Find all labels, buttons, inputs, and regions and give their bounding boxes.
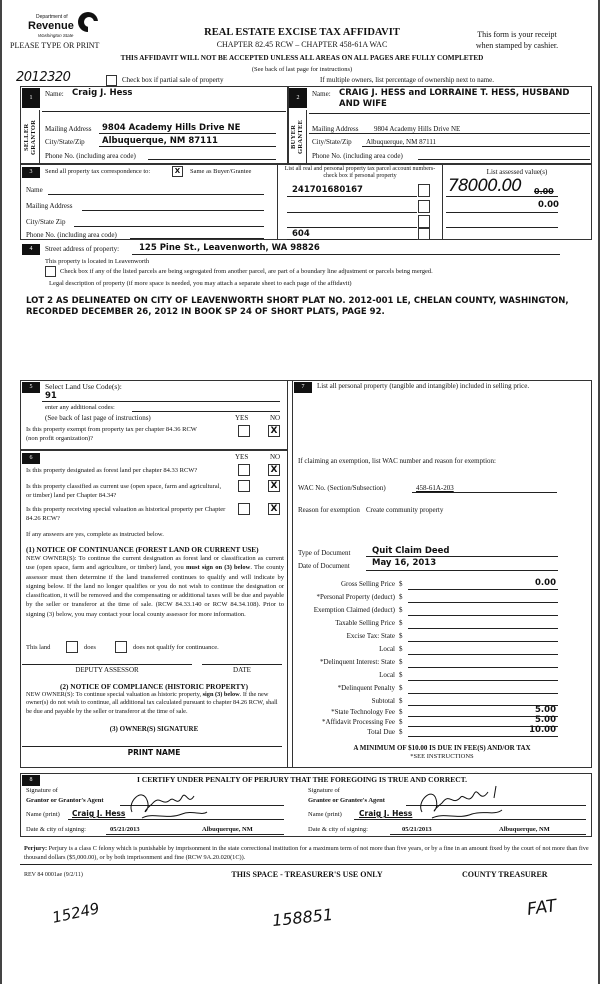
- fee-row-label: Taxable Selling Price: [335, 619, 395, 627]
- handwritten-record-number: 2012320: [16, 70, 71, 85]
- dollar-sign: $: [399, 645, 403, 653]
- personal-property-checkbox-2[interactable]: [418, 200, 430, 213]
- fee-row-label: Gross Selling Price: [340, 580, 395, 588]
- assessed-values-header: List assessed value(s): [486, 168, 548, 176]
- section-8-number: 8: [22, 775, 40, 786]
- exemption-reason-value[interactable]: Create community property: [366, 506, 444, 514]
- if-yes-instruction: If any answers are yes, complete as instructed below.: [26, 531, 164, 538]
- fee-row-label: Total Due: [367, 728, 395, 736]
- partial-sale-checkbox[interactable]: [106, 75, 117, 86]
- segregated-checkbox[interactable]: [45, 266, 56, 277]
- dollar-sign: $: [399, 718, 403, 726]
- dollar-sign: $: [399, 708, 403, 716]
- grantee-name[interactable]: Craig J. Hess: [359, 809, 413, 818]
- section-4-number: 4: [22, 244, 40, 255]
- does-qualify-checkbox[interactable]: [66, 641, 78, 653]
- dollar-sign: $: [399, 671, 403, 679]
- document-type-label: Type of Document: [298, 549, 351, 557]
- notice-of-compliance-title: (2) NOTICE OF COMPLIANCE (HISTORIC PROPERTY): [59, 682, 249, 691]
- dollar-sign: $: [399, 632, 403, 640]
- affidavit-processing-fee[interactable]: 5.00: [535, 715, 556, 725]
- buyer-city-state-zip[interactable]: Albuquerque, NM 87111: [366, 138, 437, 146]
- located-in-label: This property is located in Leavenworth: [45, 258, 150, 265]
- historical-property-question: Is this property receiving special valuation as historical property per Chapter 84.26 RCW?: [26, 506, 226, 522]
- legal-description-label: Legal description of property (if more space is needed, you may attach a separate sheet to each page of the affidavit): [49, 280, 352, 287]
- personal-property-checkbox-3[interactable]: [418, 215, 430, 228]
- grantee-date-city-label: Date & city of signing:: [308, 826, 368, 833]
- fee-row-label: Local: [379, 671, 395, 679]
- buyer-side-label-2: GRANTEE: [297, 119, 304, 155]
- handwritten-note-1: 15249: [50, 899, 102, 927]
- dollar-sign: $: [399, 593, 403, 601]
- buyer-side-bar: [289, 110, 307, 164]
- handwritten-assessed-value: 78000.00: [448, 176, 522, 196]
- send-correspondence-label: Send all property tax correspondence to:: [45, 168, 151, 175]
- assessed-value-1[interactable]: 0.00: [534, 187, 554, 196]
- notice-of-compliance-body: [26, 691, 284, 716]
- document-date-value[interactable]: May 16, 2013: [372, 558, 437, 568]
- please-type-label: PLEASE TYPE OR PRINT: [10, 41, 100, 50]
- yes-column-header: YES: [235, 453, 249, 461]
- seller-side-label-2: GRANTOR: [30, 119, 37, 155]
- current-use-yes-checkbox[interactable]: [238, 480, 250, 492]
- notice2-text-bold: sign (3) below: [202, 691, 240, 698]
- dollar-sign: $: [399, 697, 403, 705]
- divider: [442, 164, 443, 240]
- land-use-code[interactable]: 91: [45, 391, 57, 401]
- seller-city-state-zip[interactable]: Albuquerque, NM 87111: [102, 136, 218, 146]
- multiple-owners-note: If multiple owners, list percentage of ownership next to name.: [320, 76, 494, 84]
- assessed-value-2[interactable]: 0.00: [538, 200, 559, 210]
- dor-logo: [28, 12, 108, 42]
- county-treasurer-label: COUNTY TREASURER: [462, 870, 548, 879]
- same-as-buyer-label: Same as Buyer/Grantee: [190, 168, 252, 175]
- grantor-signature-label-1: Signature of: [26, 787, 58, 794]
- same-as-buyer-checkbox[interactable]: X: [172, 166, 183, 177]
- personal-property-label: List all personal property (tangible and intangible) included in selling price.: [317, 382, 530, 390]
- perjury-certification: I CERTIFY UNDER PENALTY OF PERJURY THAT THE FOREGOING IS TRUE AND CORRECT.: [136, 775, 467, 784]
- notice2-text-a: NEW OWNER(S): To continue special valuation as historic property,: [26, 691, 203, 698]
- notice1-text-bold: must sign on (3) below: [185, 564, 251, 572]
- fee-row-label: *Delinquent Penalty: [337, 684, 395, 692]
- personal-property-checkbox-4[interactable]: [418, 228, 430, 240]
- this-land-label: This land: [26, 644, 51, 651]
- yes-column-header: YES: [235, 414, 249, 422]
- property-street-address[interactable]: 125 Pine St., Leavenworth, WA 98826: [139, 243, 320, 253]
- grantee-signing-date[interactable]: 05/21/2013: [402, 826, 432, 833]
- grantee-signature-label-2: Grantee or Grantee's Agent: [308, 797, 385, 804]
- dollar-sign: $: [399, 606, 403, 614]
- fee-row-label: *State Technology Fee: [331, 708, 395, 716]
- fee-row-label: *Delinquent Interest: State: [319, 658, 395, 666]
- section-6-number: 6: [22, 453, 40, 464]
- notice1-text-b: . The county assessor must then determine if the land transferred continues to qualify and will indicate by signing below. If the land no longer qualifies or you do not wish to continue the designation or classification, it will be removed and the compensating or additional taxes will be due and payable by the seller or transferor at the time of sale. (RCW 84.33.140 or RCW 84.34.108). Prior to signing (3) below, you may contact your local county assessor for more information.: [26, 564, 284, 618]
- dollar-sign: $: [399, 580, 403, 588]
- buyer-mailing-label: Mailing Address: [312, 125, 359, 133]
- receipt-note-1: This form is your receipt: [477, 30, 557, 39]
- dollar-sign: $: [399, 728, 403, 736]
- grantee-signature-label-1: Signature of: [308, 787, 340, 794]
- logo-line3: Washington State: [38, 33, 74, 38]
- see-back-instructions: (See back of last page of instructions): [45, 414, 151, 422]
- grantor-signature-scribble: [122, 782, 222, 822]
- notice1-text-a: NEW OWNER(S): To continue the current designation as forest land or classification as current use (open space, farm and agriculture, or timber) land, you: [26, 555, 284, 572]
- street-address-label: Street address of property:: [45, 245, 120, 253]
- gross-selling-price[interactable]: 0.00: [535, 578, 556, 588]
- section-5-number: 5: [22, 382, 40, 393]
- notice2-text-b: . If the new owner(s) do not wish to continue, all additional tax calculated pursuant to chapter 84.26 RCW, shall be due and payable by the seller or transferor at the time of sale.: [26, 691, 278, 715]
- divider: [277, 164, 278, 240]
- exempt-no-checkbox[interactable]: X: [268, 425, 280, 437]
- exempt-question: Is this property exempt from property tax per chapter 84.36 RCW (non profit organization)?: [26, 426, 197, 442]
- forest-land-yes-checkbox[interactable]: [238, 464, 250, 476]
- owner-signature-line[interactable]: [22, 746, 282, 747]
- wac-number-value[interactable]: 458-61A-203: [416, 484, 454, 492]
- handwritten-note-2: 158851: [271, 904, 334, 931]
- personal-property-checkbox-1[interactable]: [418, 184, 430, 197]
- buyer-name-label: Name:: [312, 90, 331, 98]
- grantee-signing-city[interactable]: Albuquerque, NM: [499, 826, 550, 833]
- fee-row-label: Subtotal: [371, 697, 395, 705]
- correspondence-city-label: City/State Zip: [26, 218, 66, 226]
- exemption-reason-label: Reason for exemption: [298, 506, 360, 514]
- seller-city-label: City/State/Zip: [45, 138, 85, 146]
- form-revision: REV 84 0001ae (9/2/11): [24, 872, 83, 878]
- section-7-number: 7: [294, 382, 312, 393]
- parcel-account-4[interactable]: 604: [292, 229, 310, 239]
- grantee-name-label: Name (print): [308, 811, 342, 818]
- buyer-name[interactable]: CRAIG J. HESS and LORRAINE T. HESS, HUSBAND AND WIFE: [339, 88, 570, 109]
- form-title: REAL ESTATE EXCISE TAX AFFIDAVIT: [204, 27, 400, 38]
- state-technology-fee[interactable]: 5.00: [535, 705, 556, 715]
- current-use-no-checkbox[interactable]: X: [268, 480, 280, 492]
- buyer-phone-label: Phone No. (including area code): [312, 152, 403, 160]
- forest-land-no-checkbox[interactable]: X: [268, 464, 280, 476]
- section-3-number: 3: [22, 167, 40, 178]
- dor-swirl-icon: [78, 12, 98, 32]
- receipt-note-2: when stamped by cashier.: [475, 41, 559, 50]
- seller-mailing-label: Mailing Address: [45, 125, 92, 133]
- no-column-header: NO: [270, 453, 281, 461]
- document-type-value[interactable]: Quit Claim Deed: [372, 546, 450, 556]
- date-label: DATE: [233, 666, 251, 674]
- exempt-yes-checkbox[interactable]: [238, 425, 250, 437]
- form-subtitle: CHAPTER 82.45 RCW – CHAPTER 458-61A WAC: [216, 40, 388, 49]
- fee-row-label: *Affidavit Processing Fee: [322, 718, 395, 726]
- document-date-label: Date of Document: [298, 562, 350, 570]
- logo-line2: Revenue: [28, 20, 74, 32]
- does-label: does: [84, 644, 96, 651]
- correspondence-mailing-label: Mailing Address: [26, 202, 73, 210]
- grantor-name-label: Name (print): [26, 811, 60, 818]
- parcel-numbers-header: List all real and personal property tax parcel account numbers-check box if personal property: [284, 166, 436, 179]
- historical-yes-checkbox[interactable]: [238, 503, 250, 515]
- dollar-sign: $: [399, 658, 403, 666]
- forest-land-question: Is this property designated as forest land per chapter 84.33 RCW?: [26, 467, 198, 474]
- current-use-question: Is this property classified as current use (open space, farm and agricultural, or timber) land per Chapter 84.34?: [26, 483, 222, 499]
- total-due[interactable]: 10.00: [529, 725, 556, 735]
- grantee-signature-scribble: [410, 780, 520, 822]
- dollar-sign: $: [399, 684, 403, 692]
- additional-codes-label: enter any additional codes:: [45, 404, 115, 411]
- fee-row-label: Exemption Claimed (deduct): [313, 606, 395, 614]
- print-name-label: PRINT NAME: [127, 748, 181, 757]
- grantor-date-city-label: Date & city of signing:: [26, 826, 86, 833]
- perjury-text: Perjury is a class C felony which is punishable by imprisonment in the state correctional institution for a maximum term of not more than five years, or by a fine in an amount fixed by the court of not more than five thousand dollars ($5,000.00), or by both imprisonment and fine (RCW 9A.20.020(1C)).: [24, 845, 589, 861]
- legal-description[interactable]: LOT 2 AS DELINEATED ON CITY OF LEAVENWORTH SHORT PLAT NO. 2012-001 LE, CHELAN COUNTY, WASHINGTON, RECORDED DECEMBER 26, 2012 IN BOOK SP 24 OF SHORT PLATS, PAGE 92.: [26, 296, 569, 317]
- seller-side-bar: [22, 110, 40, 164]
- section-2-number: 2: [289, 88, 307, 108]
- correspondence-name-label: Name: [26, 186, 43, 194]
- owner-signature-label: (3) OWNER(S) SIGNATURE: [109, 725, 199, 733]
- does-not-qualify-label: does not qualify for continuance.: [133, 644, 219, 651]
- minimum-due-note: A MINIMUM OF $10.00 IS DUE IN FEE(S) AND/OR TAX: [353, 744, 531, 752]
- seller-name-label: Name:: [45, 90, 64, 98]
- seller-mailing-address[interactable]: 9804 Academy Hills Drive NE: [102, 123, 241, 133]
- grantor-signing-date[interactable]: 05/21/2013: [110, 826, 140, 833]
- partial-sale-label: Check box if partial sale of property: [122, 76, 224, 84]
- grantor-signing-city[interactable]: Albuquerque, NM: [202, 826, 253, 833]
- grantor-signature-label-2: Grantor or Grantor's Agent: [26, 797, 104, 804]
- buyer-mailing-address[interactable]: 9804 Academy Hills Drive NE: [374, 125, 461, 133]
- no-column-header: NO: [270, 414, 281, 422]
- handwritten-note-3: FAT: [525, 896, 558, 920]
- historical-no-checkbox[interactable]: X: [268, 503, 280, 515]
- completion-warning: THIS AFFIDAVIT WILL NOT BE ACCEPTED UNLESS ALL AREAS ON ALL PAGES ARE FULLY COMPLETED: [120, 54, 484, 62]
- fee-row-label: Local: [379, 645, 395, 653]
- seller-name[interactable]: Craig J. Hess: [72, 88, 133, 98]
- parcel-account-1[interactable]: 241701680167: [292, 185, 363, 195]
- perjury-label: Perjury:: [24, 845, 48, 852]
- notice-of-continuance-body: [26, 554, 284, 619]
- notice-of-continuance-title: (1) NOTICE OF CONTINUANCE (FOREST LAND OR CURRENT USE): [26, 545, 259, 554]
- exemption-claim-label: If claiming an exemption, list WAC number and reason for exemption:: [298, 457, 496, 465]
- buyer-side-label-1: BUYER: [290, 124, 297, 150]
- dollar-sign: $: [399, 619, 403, 627]
- segregated-label: Check box if any of the listed parcels are being segregated from another parcel, are part of a boundary line adjustment or parcels being merged.: [60, 268, 433, 275]
- deputy-assessor-label: DEPUTY ASSESSOR: [75, 666, 139, 674]
- logo-line1: Department of: [36, 14, 68, 20]
- fee-row-label: *Personal Property (deduct): [316, 593, 395, 601]
- seller-side-label-1: SELLER: [23, 123, 30, 151]
- grantor-name[interactable]: Craig J. Hess: [72, 809, 126, 818]
- section-1-number: 1: [22, 88, 40, 108]
- seller-phone-label: Phone No. (including area code): [45, 152, 136, 160]
- does-not-qualify-checkbox[interactable]: [115, 641, 127, 653]
- correspondence-phone-label: Phone No. (including area code): [26, 231, 117, 239]
- land-use-label: Select Land Use Code(s):: [45, 382, 122, 391]
- buyer-city-label: City/State/Zip: [312, 138, 352, 146]
- perjury-notice: [24, 845, 590, 862]
- see-back-note: (See back of last page for instructions): [251, 66, 353, 73]
- see-instructions-note: *SEE INSTRUCTIONS: [410, 753, 474, 760]
- treasurer-use-label: THIS SPACE - TREASURER'S USE ONLY: [231, 870, 383, 879]
- fee-row-label: Excise Tax: State: [346, 632, 395, 640]
- wac-number-label: WAC No. (Section/Subsection): [298, 484, 386, 492]
